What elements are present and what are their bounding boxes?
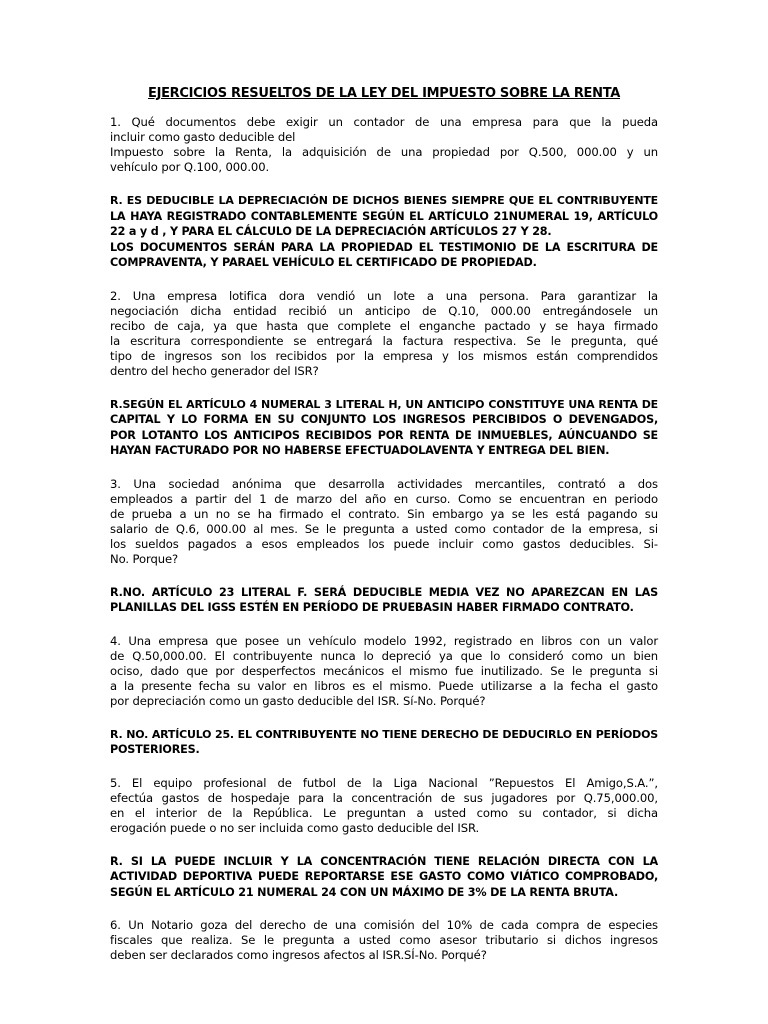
- text-line: PLANILLAS DEL IGSS ESTÉN EN PERÍODO DE PRUEBASIN HABER FIRMADO CONTRATO.: [110, 601, 634, 614]
- text-line: R.NO. ARTÍCULO 23 LITERAL F. SERÁ DEDUCIBLE MEDIA VEZ NO APAREZCAN EN LAS: [110, 585, 658, 599]
- text-line: de Q.50,000.00. El contribuyente nunca lo depreció ya que lo consideró como un bien: [110, 648, 658, 663]
- text-line: R. ES DEDUCIBLE LA DEPRECIACIÓN DE DICHOS BIENES SIEMPRE QUE EL CONTRIBUYENTE: [110, 194, 658, 207]
- text-line: 5. El equipo profesional de futbol de la Liga Nacional ”Repuestos El Amigo,S.A.”,: [110, 775, 658, 790]
- text-line: por depreciación como un gasto deducible del ISR. Sí-No. Porqué?: [110, 693, 486, 708]
- question-4: [110, 634, 658, 709]
- text-line: a la presente fecha su valor en libros es el mismo. Puede utilizarse a la fecha el gasto: [110, 678, 658, 693]
- text-line: R. SI LA PUEDE INCLUIR Y LA CONCENTRACIÓN TIENE RELACIÓN DIRECTA CON LA: [110, 854, 658, 868]
- text-line: efectúa gastos de hospedaje para la concentración de sus jugadores por Q.75,000.00,: [110, 790, 658, 805]
- text-line: 3. Una sociedad anónima que desarrolla actividades mercantiles, contrató a dos: [110, 476, 658, 491]
- text-line: 2. Una empresa lotifica dora vendió un lote a una persona. Para garantizar la: [110, 288, 658, 303]
- text-line: 6. Un Notario goza del derecho de una comisión del 10% de cada compra de especies: [110, 918, 658, 932]
- text-line: de prueba a un no se ha firmado el contrato. Sin embargo ya se les está pagando su: [110, 506, 658, 521]
- text-line: LA HAYA REGISTRADO CONTABLEMENTE SEGÚN EL ARTÍCULO 21NUMERAL 19, ARTÍCULO: [110, 209, 658, 223]
- answer-4: [110, 727, 658, 758]
- text-line: erogación puede o no ser incluida como gasto deducible del ISR.: [110, 820, 480, 835]
- answer-1: [110, 193, 658, 271]
- text-line: Impuesto sobre la Renta, la adquisición de una propiedad por Q.500, 000.00 y un: [110, 145, 658, 159]
- text-line: negociación dicha entidad recibió un anticipo de Q.10, 000.00 entregándosele un: [110, 303, 658, 318]
- text-line: 1. Qué documentos debe exigir un contador de una empresa para que la pueda: [110, 115, 658, 129]
- text-line: incluir como gasto deducible del: [110, 130, 296, 144]
- text-line: POR LOTANTO LOS ANTICIPOS RECIBIDOS POR RENTA DE INMUEBLES, AÚNCUANDO SE: [110, 428, 658, 442]
- question-2: [110, 289, 658, 379]
- text-line: salario de Q.6, 000.00 al mes. Se le pregunta a usted como contador de la empresa, si: [110, 521, 658, 536]
- document-title: EJERCICIOS RESUELTOS DE LA LEY DEL IMPUESTO SOBRE LA RENTA: [147, 86, 621, 101]
- text-line: recibo de caja, ya que hasta que complete el enganche pactado y se haya firmado: [110, 318, 658, 333]
- text-line: ACTIVIDAD DEPORTIVA PUEDE REPORTARSE ESE GASTO COMO VIÁTICO COMPROBADO,: [110, 870, 658, 883]
- text-line: R.SEGÚN EL ARTÍCULO 4 NUMERAL 3 LITERAL H, UN ANTICIPO CONSTITUYE UNA RENTA DE: [110, 397, 658, 411]
- answer-2: [110, 397, 658, 459]
- question-6: [110, 918, 658, 963]
- text-line: LOS DOCUMENTOS SERÁN PARA LA PROPIEDAD EL TESTIMONIO DE LA ESCRITURA DE: [110, 240, 658, 254]
- text-line: vehículo por Q.100, 000.00.: [110, 160, 270, 174]
- document-body: [110, 86, 658, 981]
- text-line: fiscales que realiza. Se le pregunta a usted como asesor tributario si dichos ingresos: [110, 933, 658, 947]
- answer-5: [110, 854, 658, 901]
- text-line: la escritura correspondiente se entregará la factura respectiva. Se le pregunta, qué: [110, 333, 658, 348]
- text-line: HAYAN FACTURADO POR NO HABERSE EFECTUADOLAVENTA Y ENTREGA DEL BIEN.: [110, 444, 610, 457]
- text-line: CAPITAL Y LO FORMA EN SU CONJUNTO LOS INGRESOS PERCIBIDOS O DEVENGADOS,: [110, 413, 658, 426]
- question-3: [110, 477, 658, 567]
- text-line: los sueldos pagados a esos empleados los puede incluir como gastos deducibles. Si-: [110, 536, 658, 551]
- text-line: 22 a y d , Y PARA EL CÁLCULO DE LA DEPRECIACIÓN ARTÍCULOS 27 Y 28.: [110, 225, 552, 238]
- text-line: tipo de ingresos son los recibidos por la empresa y los mismos están comprendidos: [110, 348, 658, 363]
- text-line: SEGÚN EL ARTÍCULO 21 NUMERAL 24 CON UN MÁXIMO DE 3% DE LA RENTA BRUTA.: [110, 885, 619, 899]
- text-line: dentro del hecho generador del ISR?: [110, 363, 319, 378]
- question-1: [110, 115, 658, 175]
- text-line: 4. Una empresa que posee un vehículo modelo 1992, registrado en libros con un valor: [110, 633, 658, 648]
- text-line: R. NO. ARTÍCULO 25. EL CONTRIBUYENTE NO TIENE DERECHO DE DEDUCIRLO EN PERÍODOS: [110, 727, 658, 741]
- question-5: [110, 776, 658, 836]
- text-line: empleados a partir del 1 de marzo del año en curso. Como se encuentran en periodo: [110, 491, 658, 506]
- text-line: POSTERIORES.: [110, 743, 200, 756]
- text-line: ociso, dado que por desperfectos mecánicos el mismo fue inutilizado. Se le pregunta si: [110, 663, 658, 678]
- text-line: No. Porque?: [110, 551, 179, 566]
- text-line: COMPRAVENTA, Y PARAEL VEHÍCULO EL CERTIFICADO DE PROPIEDAD.: [110, 256, 537, 269]
- text-line: deben ser declarados como ingresos afectos al ISR.SÍ-No. Porqué?: [110, 948, 487, 962]
- text-line: en el interior de la República. Le preguntan a usted como su contador, si dicha: [110, 805, 658, 820]
- answer-3: [110, 585, 658, 616]
